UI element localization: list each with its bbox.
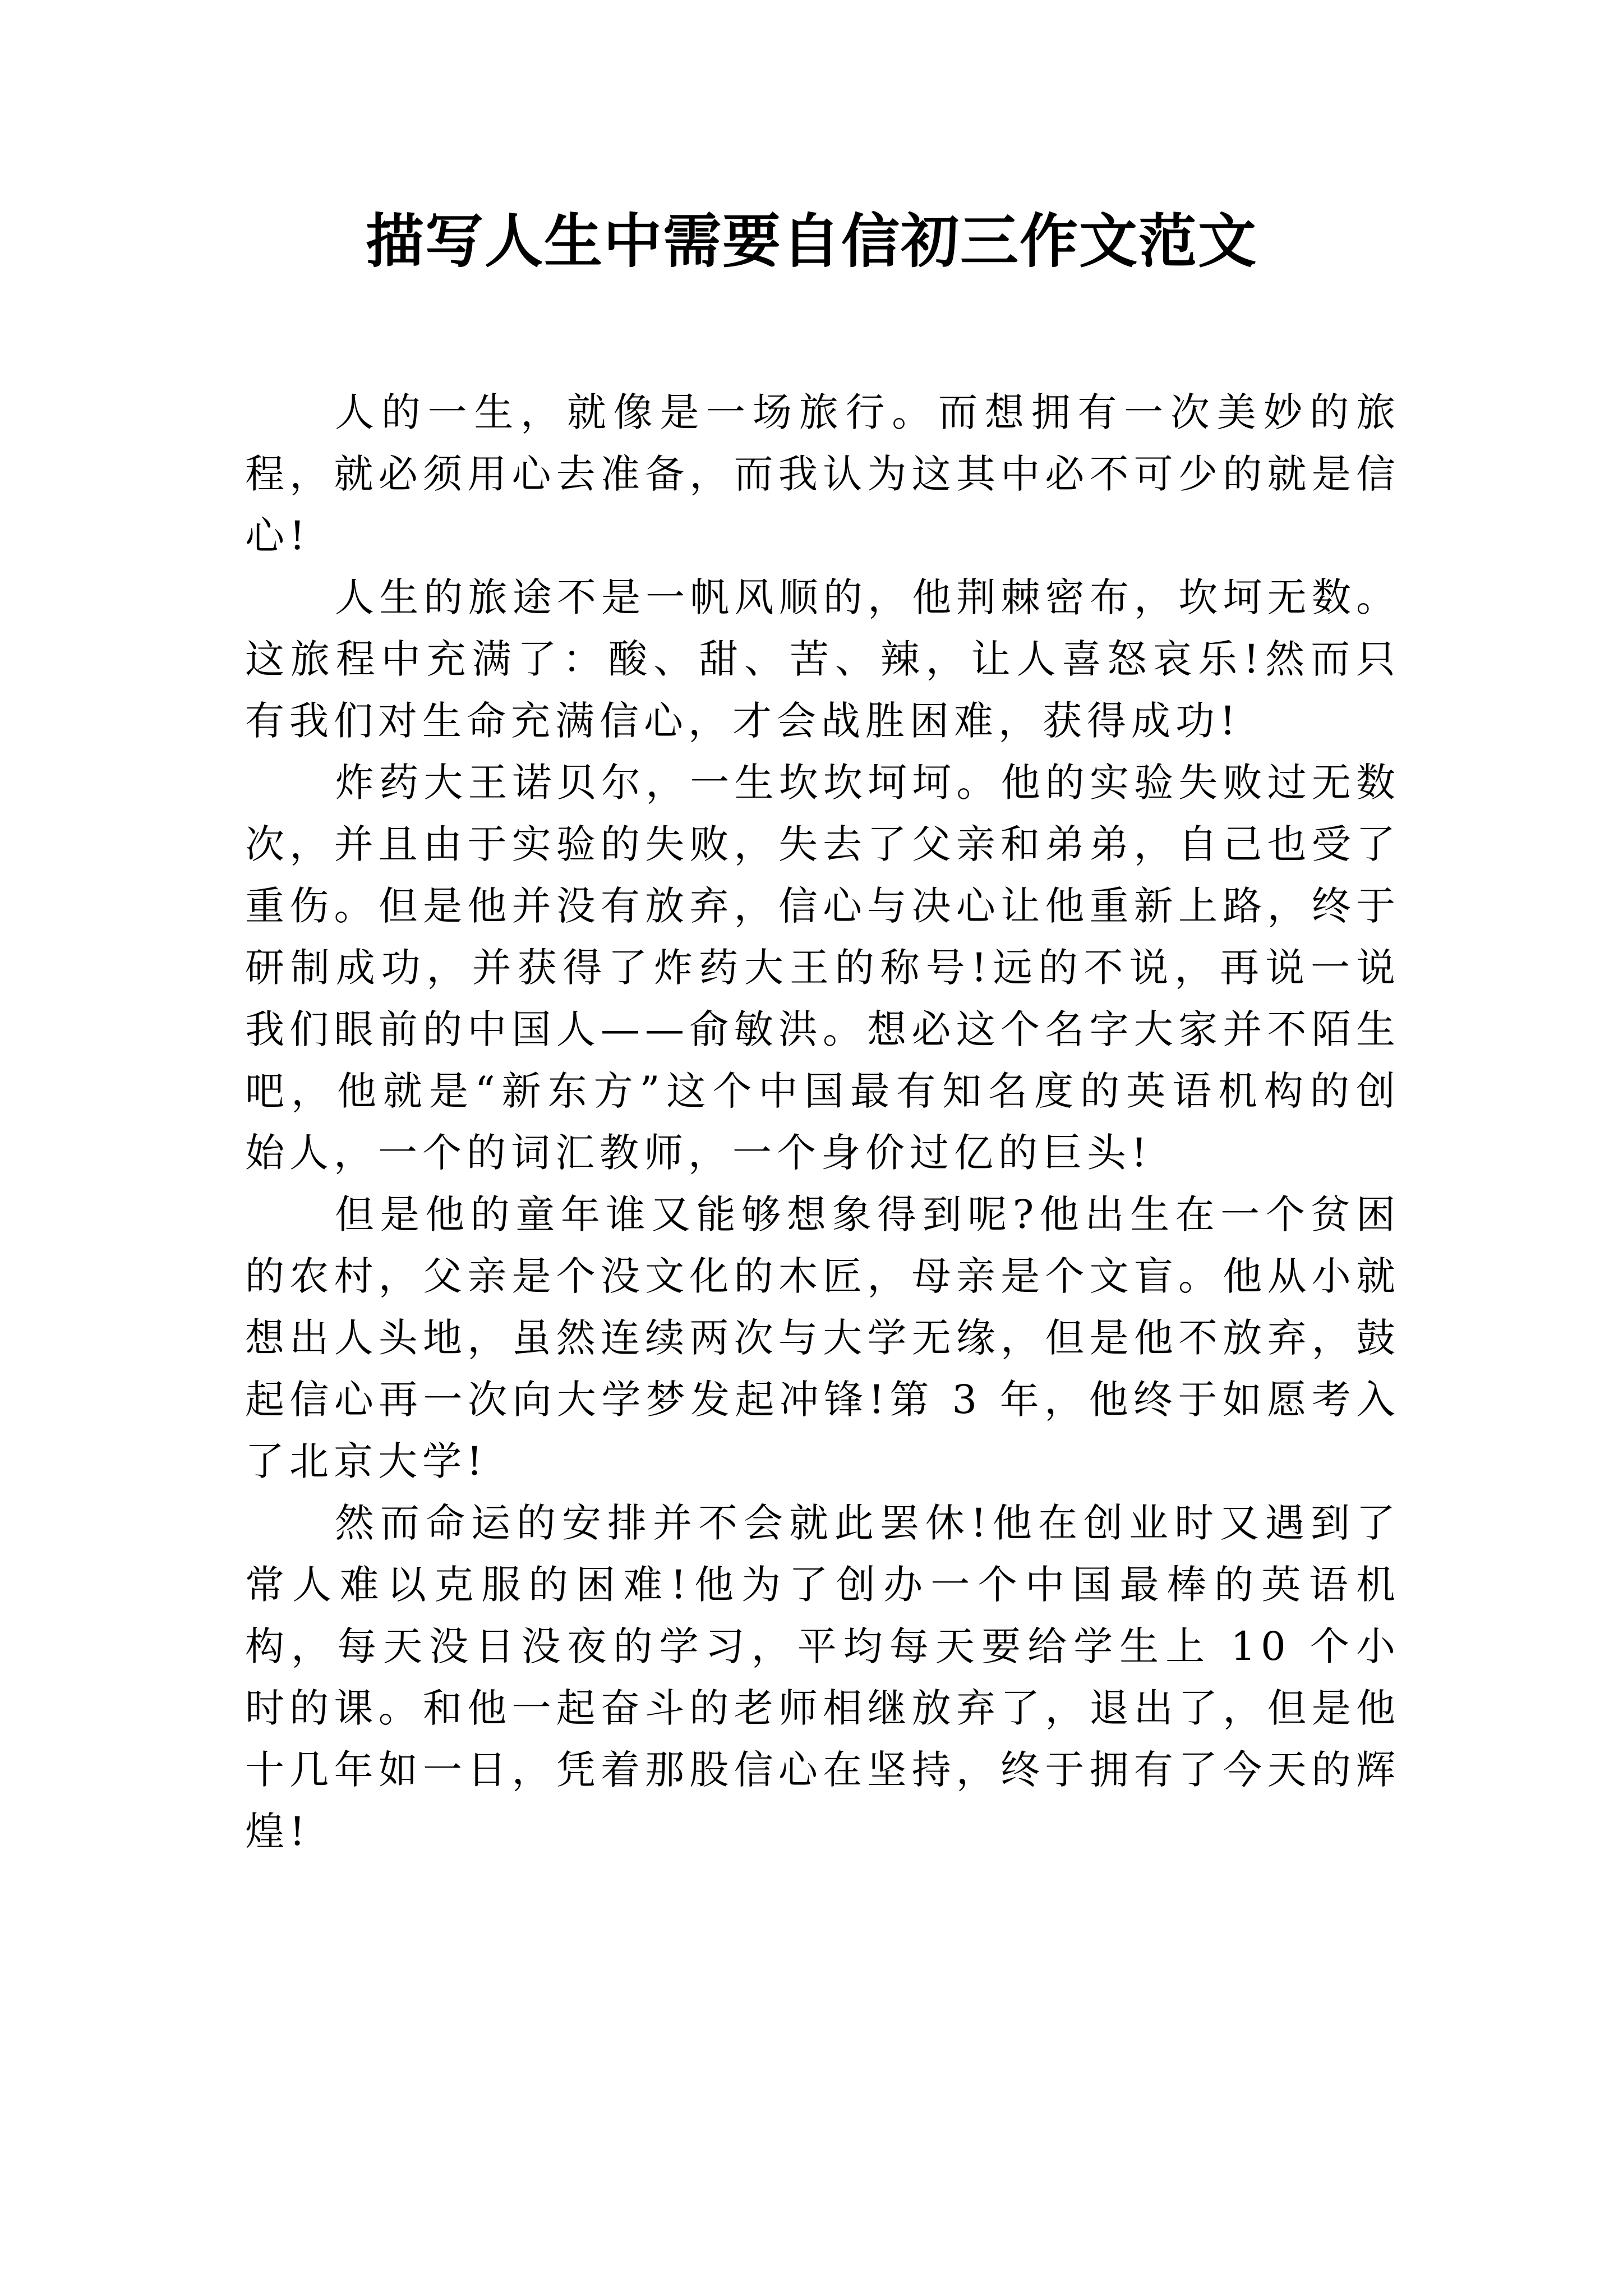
paragraph-5: 然而命运的安排并不会就此罢休!他在创业时又遇到了常人难以克服的困难!他为了创办一个中国最棒的英语机构，每天没日没夜的学习，平均每天要给学生上 10 个小时的课。和他一起奋斗的老师相继放弃了，退出了，但是他十几年如一日，凭着那股信心在坚持，终于拥有了今天的辉煌!	[245, 1500, 1400, 1855]
document-title: 描写人生中需要自信初三作文范文	[365, 206, 1257, 275]
paragraph-4: 但是他的童年谁又能够想象得到呢?他出生在一个贫困的农村，父亲是个没文化的木匠，母亲是个文盲。他从小就想出人头地，虽然连续两次与大学无缘，但是他不放弃，鼓起信心再一次向大学梦发起冲锋!第 3 年，他终于如愿考入了北京大学!	[245, 1191, 1400, 1484]
paragraph-3: 炸药大王诺贝尔，一生坎坎坷坷。他的实验失败过无数次，并且由于实验的失败，失去了父亲和弟弟，自己也受了重伤。但是他并没有放弃，信心与决心让他重新上路，终于研制成功，并获得了炸药大王的称号!远的不说，再说一说我们眼前的中国人——俞敏洪。想必这个名字大家并不陌生吧，他就是“新东方”这个中国最有知名度的英语机构的创始人，一个的词汇教师，一个身价过亿的巨头!	[245, 760, 1400, 1176]
document-body	[245, 381, 1400, 1862]
paragraph-1: 人的一生，就像是一场旅行。而想拥有一次美妙的旅程，就必须用心去准备，而我认为这其中必不可少的就是信心!	[245, 389, 1400, 559]
paragraph-2: 人生的旅途不是一帆风顺的，他荆棘密布，坎坷无数。这旅程中充满了：酸、甜、苦、辣，让人喜怒哀乐!然而只有我们对生命充满信心，才会战胜困难，获得成功!	[245, 574, 1400, 744]
